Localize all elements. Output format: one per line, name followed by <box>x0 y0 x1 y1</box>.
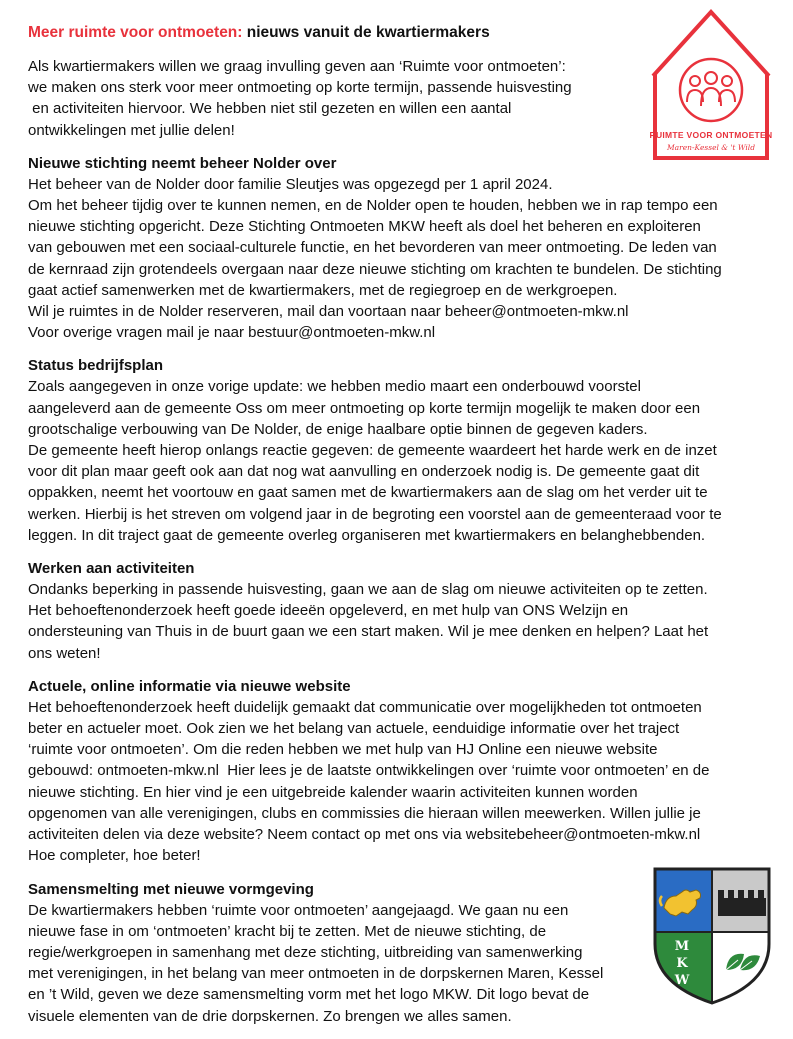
section-bedrijfsplan <box>28 355 773 546</box>
intro-line: we maken ons sterk voor meer ontmoeting op korte termijn, passende huisvesting <box>28 79 572 97</box>
section-heading: Samensmelting met nieuwe vormgeving <box>28 880 314 898</box>
title-accent: Meer ruimte voor ontmoeten: <box>28 24 243 41</box>
body-line: Hoe completer, hoe beter! <box>28 847 201 865</box>
logo-subtitle: Maren-Kessel & 't Wild <box>667 143 755 152</box>
intro-line: ontwikkelingen met jullie delen! <box>28 121 235 139</box>
section-website <box>28 676 773 867</box>
intro-line: en activiteiten hiervoor. We hebben niet stil gezeten en willen een aantal <box>28 100 512 118</box>
intro-paragraph <box>28 56 628 141</box>
intro-line: Als kwartiermakers willen we graag invulling geven aan ‘Ruimte voor ontmoeten’: <box>28 58 566 75</box>
section-heading: Nieuwe stichting neemt beheer Nolder over <box>28 154 337 172</box>
body-line: Het behoeftenonderzoek heeft duidelijk gemaakt dat communicatie over mogelijkheden tot ontmoeten <box>28 698 702 716</box>
body-line: regie/werkgroepen in samenhang met deze stichting, uitbreiding van samenwerking <box>28 943 583 961</box>
body-line: Het beheer van de Nolder door familie Sleutjes was opgezegd per 1 april 2024. <box>28 175 553 193</box>
shield-letter-w: W <box>674 973 690 988</box>
body-line: leggen. In dit traject gaat de gemeente overleg organiseren met kwartiermakers en belanghebbenden. <box>28 526 706 544</box>
body-line: opgenomen van alle verenigingen, clubs en commissies die hieraan willen meewerken. Willen jullie je <box>28 804 701 822</box>
body-line: Ondanks beperking in passende huisvesting, gaan we aan de slag om nieuwe activiteiten op te zetten. <box>28 581 708 599</box>
section-body <box>28 174 773 344</box>
body-line: Zoals aangegeven in onze vorige update: we hebben medio maart een onderbouwd voorstel <box>28 378 641 396</box>
body-line: ‘ruimte voor ontmoeten’. Om die reden hebben we met hulp van HJ Online een nieuwe website <box>28 741 658 759</box>
body-line: oppakken, neemt het voortouw en gaat samen met de kwartiermakers aan de slag om het verder uit te <box>28 484 708 502</box>
section-body <box>28 579 773 664</box>
shield-letter-m: M <box>674 939 690 954</box>
body-line: De kwartiermakers hebben ‘ruimte voor ontmoeten’ aangejaagd. We gaan nu een <box>28 901 569 919</box>
body-line: en ’t Wild, geven we deze samensmelting vorm met het logo MKW. Dit logo bevat de <box>28 986 590 1004</box>
body-line: Om het beheer tijdig over te kunnen nemen, en de Nolder open te houden, hebben we in rap tempo een <box>28 197 718 215</box>
body-line: ondersteuning van Thuis in de buurt gaan we een start maken. Wil je mee denken en helpen? Laat het <box>28 623 709 641</box>
shield-letter-k: K <box>676 956 688 971</box>
body-line: De gemeente heeft hierop onlangs reactie gegeven: de gemeente waardeert het harde werk en de inzet <box>28 442 717 460</box>
section-heading: Actuele, online informatie via nieuwe website <box>28 677 351 695</box>
body-line: met verenigingen, in het belang van meer ontmoeten in de dorpskernen Maren, Kessel <box>28 965 604 983</box>
section-nolder <box>28 153 773 344</box>
body-line: grootschalige verbouwing van De Nolder, de enige haalbare optie binnen de gegeven kaders. <box>28 420 648 438</box>
ruimte-voor-ontmoeten-logo <box>647 6 775 162</box>
body-line: gaat actief samenwerken met de kwartiermakers, met de regiegroep en de werkgroepen. <box>28 281 618 299</box>
section-heading: Status bedrijfsplan <box>28 357 164 375</box>
body-line: nieuwe fase in om ‘ontmoeten’ kracht bij te zetten. Met de nieuwe stichting, de <box>28 922 547 940</box>
body-line: nieuwe stichting opgericht. Deze Stichting Ontmoeten MKW heeft als doel het beheren en exploiteren <box>28 218 701 236</box>
mkw-shield-logo <box>652 866 772 1006</box>
section-heading: Werken aan activiteiten <box>28 560 195 578</box>
shield-icon <box>652 866 772 1006</box>
body-line: Wil je ruimtes in de Nolder reserveren, mail dan voortaan naar beheer@ontmoeten-mkw.nl <box>28 303 629 321</box>
title-rest: nieuws vanuit de kwartiermakers <box>242 24 490 41</box>
body-line: van gebouwen met een sociaal-culturele functie, en het bevorderen van meer ontmoeting. De leden van <box>28 239 717 257</box>
body-line: voor dit plan maar geeft ook aan dat nog wat aanvulling en onderzoek nodig is. De gemeente gaat dit <box>28 463 700 481</box>
body-line: activiteiten delen via deze website? Neem contact op met ons via websitebeheer@ontmoeten-mkw.nl <box>28 826 701 844</box>
body-line: beter en actueler moet. Ook zien we het belang van actuele, eenduidige informatie over het traject <box>28 720 680 738</box>
section-body <box>28 697 773 867</box>
body-line: nieuwe stichting. En hier vind je een uitgebreide kalender waarin activiteiten kunnen worden <box>28 783 638 801</box>
body-line: aangeleverd aan de gemeente Oss om meer ontmoeting op korte termijn mogelijk te maken door een <box>28 399 701 417</box>
logo-name: RUIMTE VOOR ONTMOETEN <box>649 130 773 140</box>
body-line: werken. Hierbij is het streven om volgend jaar in de begroting een voorstel aan de gemeenteraad voor te <box>28 505 722 523</box>
body-line: Voor overige vragen mail je naar bestuur@ontmoeten-mkw.nl <box>28 324 436 342</box>
body-line: ons weten! <box>28 644 101 662</box>
body-line: gebouwd: ontmoeten-mkw.nl Hier lees je de laatste ontwikkelingen over ‘ruimte voor ontmoeten’ en de <box>28 762 710 780</box>
body-line: de kernraad zijn grotendeels overgaan naar deze nieuwe stichting om krachten te bundelen. De stichting <box>28 260 722 278</box>
body-line: Het behoeftenonderzoek heeft goede ideeën opgeleverd, en met hulp van ONS Welzijn en <box>28 602 629 620</box>
section-activiteiten <box>28 558 773 664</box>
body-line: visuele elementen van de drie dorpskernen. Zo brengen we alles samen. <box>28 1007 512 1025</box>
section-body <box>28 900 628 1027</box>
section-body <box>28 376 773 546</box>
